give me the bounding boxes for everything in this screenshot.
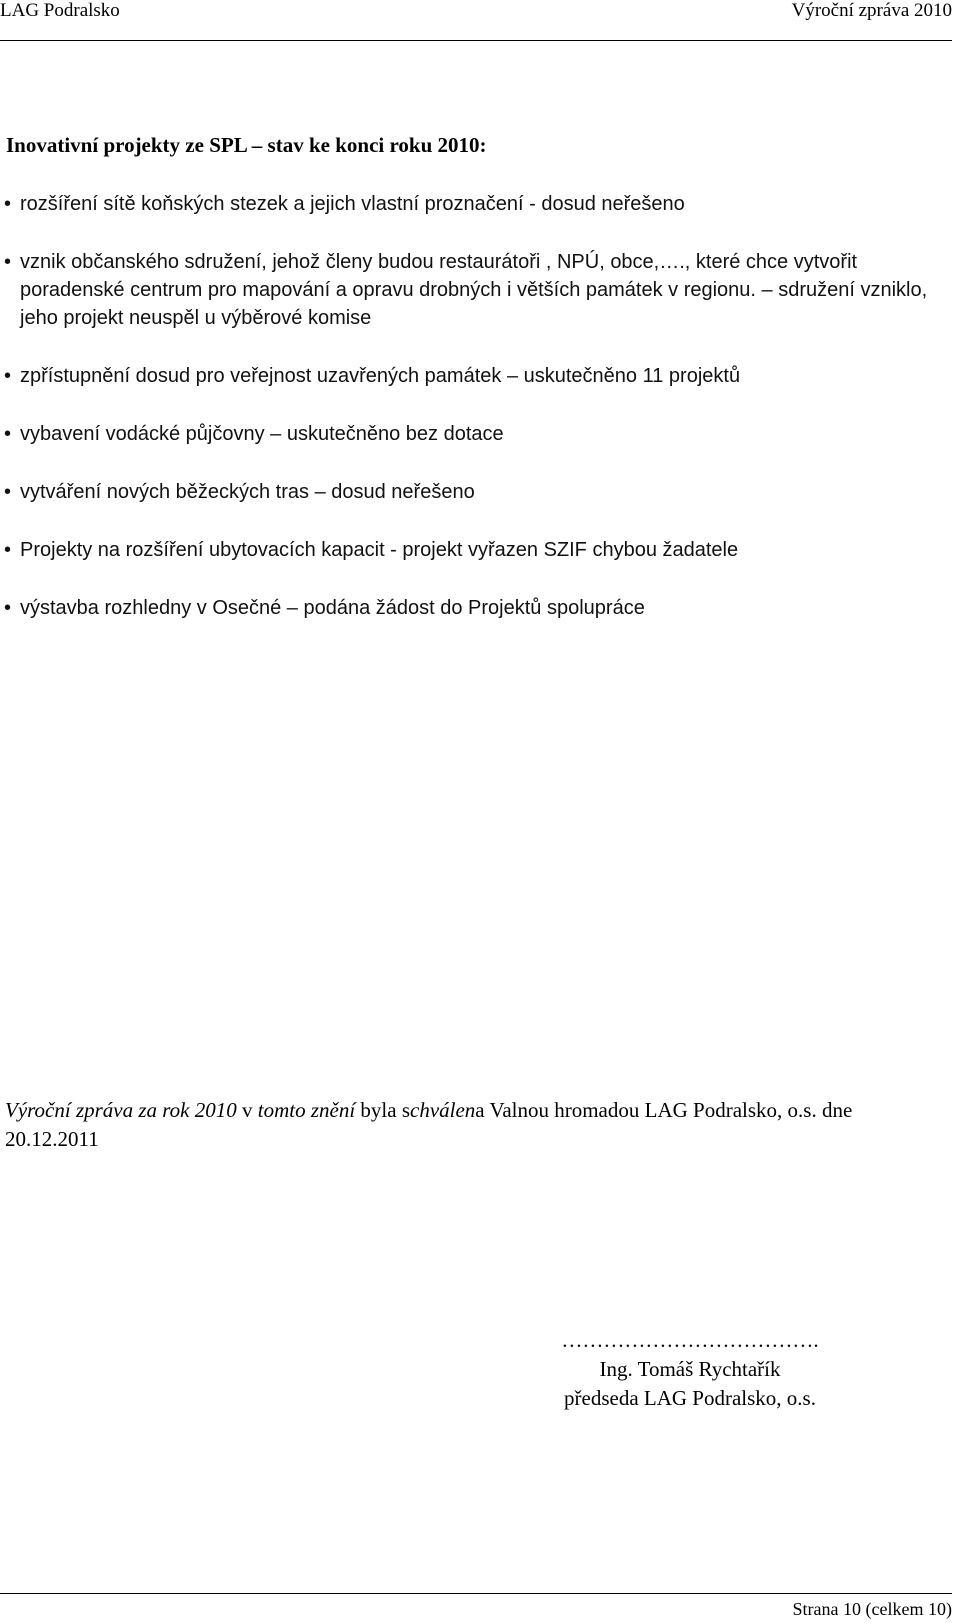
list-item [4, 190, 949, 218]
bullet-icon: • [4, 193, 12, 215]
approval-part-3: tomto znění [257, 1098, 356, 1122]
header-organization: LAG Podralsko [0, 0, 120, 21]
list-item [4, 536, 949, 564]
approval-part-2: v [236, 1098, 258, 1122]
approval-part-6: a Valnou hromadou LAG Podralsko, o.s. dne 20.12.2011 [5, 1098, 853, 1151]
bullet-icon: • [4, 539, 12, 561]
approval-part-1: Výroční zpráva za rok 2010 [5, 1098, 237, 1122]
bullet-icon: • [4, 423, 12, 445]
list-item [4, 594, 949, 622]
approval-part-4: byla s [355, 1098, 410, 1122]
list-item-text: vybavení vodácké půjčovny – uskutečněno bez dotace [20, 423, 504, 445]
bullet-icon: • [4, 251, 12, 273]
list-item [4, 362, 949, 390]
footer-divider [0, 1593, 952, 1594]
list-item-text: vytváření nových běžeckých tras – dosud neřešeno [20, 481, 475, 503]
bullet-icon: • [4, 365, 12, 387]
signatory-name: Ing. Tomáš Rychtařík [599, 1357, 781, 1381]
approval-statement [5, 1096, 950, 1154]
header-divider [0, 40, 952, 41]
list-item-text: Projekty na rozšíření ubytovacích kapacit - projekt vyřazen SZIF chybou žadatele [20, 539, 739, 561]
header-document-title: Výroční zpráva 2010 [791, 0, 952, 21]
bullet-icon: • [4, 597, 12, 619]
list-item-text: výstavba rozhledny v Osečné – podána žádost do Projektů spolupráce [20, 597, 645, 619]
list-item [4, 420, 949, 448]
page-number: Strana 10 (celkem 10) [792, 1599, 952, 1619]
list-item [4, 478, 949, 506]
list-item [4, 248, 949, 332]
list-item-text: rozšíření sítě koňských stezek a jejich vlastní proznačení - dosud neřešeno [20, 193, 685, 215]
list-item-text: zpřístupnění dosud pro veřejnost uzavřených památek – uskutečněno 11 projektů [20, 365, 741, 387]
signature-line: ………………………………. [561, 1328, 819, 1352]
approval-part-5: chválen [410, 1098, 476, 1122]
signatory-role: předseda LAG Podralsko, o.s. [564, 1386, 816, 1410]
project-list [4, 190, 949, 652]
list-item-text: vznik občanského sdružení, jehož členy budou restaurátoři , NPÚ, obce,…., které chce vytvořit poradenské centrum pro mapování a opravu drobných i větších památek v regionu. – sdružení vzniklo, jeho projekt neuspěl u výběrové komise [20, 251, 928, 329]
bullet-icon: • [4, 481, 12, 503]
section-title: Inovativní projekty ze SPL – stav ke konci roku 2010: [6, 133, 487, 157]
signature-block [520, 1326, 860, 1413]
